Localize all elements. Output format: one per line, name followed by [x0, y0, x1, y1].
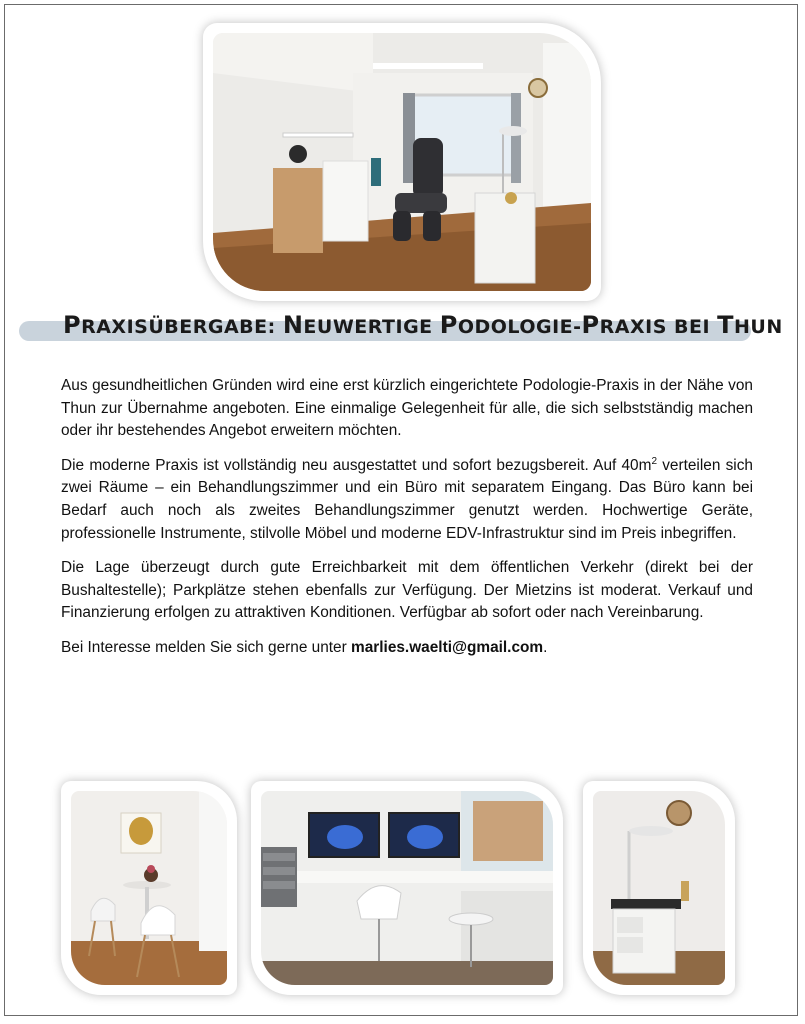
title-part: PRAXIS BEI [581, 311, 718, 339]
title-part: PODOLOGIE- [439, 311, 582, 339]
paragraph-contact: Bei Interesse melden Sie sich gerne unter marlies.waelti@gmail.com. [61, 638, 548, 656]
second-room-image [593, 791, 725, 985]
treatment-room-photo [203, 23, 601, 301]
flyer-page [4, 4, 798, 1016]
seating-area-photo [61, 781, 237, 995]
paragraph-equipment: Die moderne Praxis ist vollständig neu ausgestattet und sofort bezugsbereit. Auf $40m^2$ verteilen sich zwei Räume – ein Behandlungszimmer und ein Büro mit separatem Eingang. Das Büro kann bei Bedarf auch noch als zweites Behandlungszimmer genutzt werden. Hochwertige Geräte, professionelle Instrumente, stilvolle Möbel und moderne EDV-Infrastruktur sind im Preis inbegriffen. [61, 455, 753, 542]
paragraph-location: Die Lage überzeugt durch gute Erreichbarkeit mit dem öffentlichen Verkehr (direkt bei der Bushaltestelle); Parkplätze stehen ebenfalls zur Verfügung. Der Mietzins ist moderat. Verkauf und Finanzierung erfolgen zu attraktiven Konditionen. Verfügbar ab sofort oder nach Vereinbarung. [61, 559, 753, 622]
seating-area-image [71, 791, 227, 985]
contact-email[interactable]: marlies.waelti@gmail.com [351, 638, 544, 656]
body-text [61, 375, 753, 672]
title-part: PRAXISÜBERGABE: [63, 311, 283, 339]
title-part: THUN [717, 311, 783, 339]
page-title [63, 311, 783, 339]
office-image [261, 791, 553, 985]
office-photo [251, 781, 563, 995]
second-room-photo [583, 781, 735, 995]
title-part: NEUWERTIGE [282, 311, 440, 339]
paragraph-intro: Aus gesundheitlichen Gründen wird eine erst kürzlich eingerichtete Podologie-Praxis in der Nähe von Thun zur Übernahme angeboten. Eine einmalige Gelegenheit für alle, die sich selbstständig machen oder ihr bestehendes Angebot erweitern möchten. [61, 377, 753, 440]
treatment-room-image [213, 33, 591, 291]
